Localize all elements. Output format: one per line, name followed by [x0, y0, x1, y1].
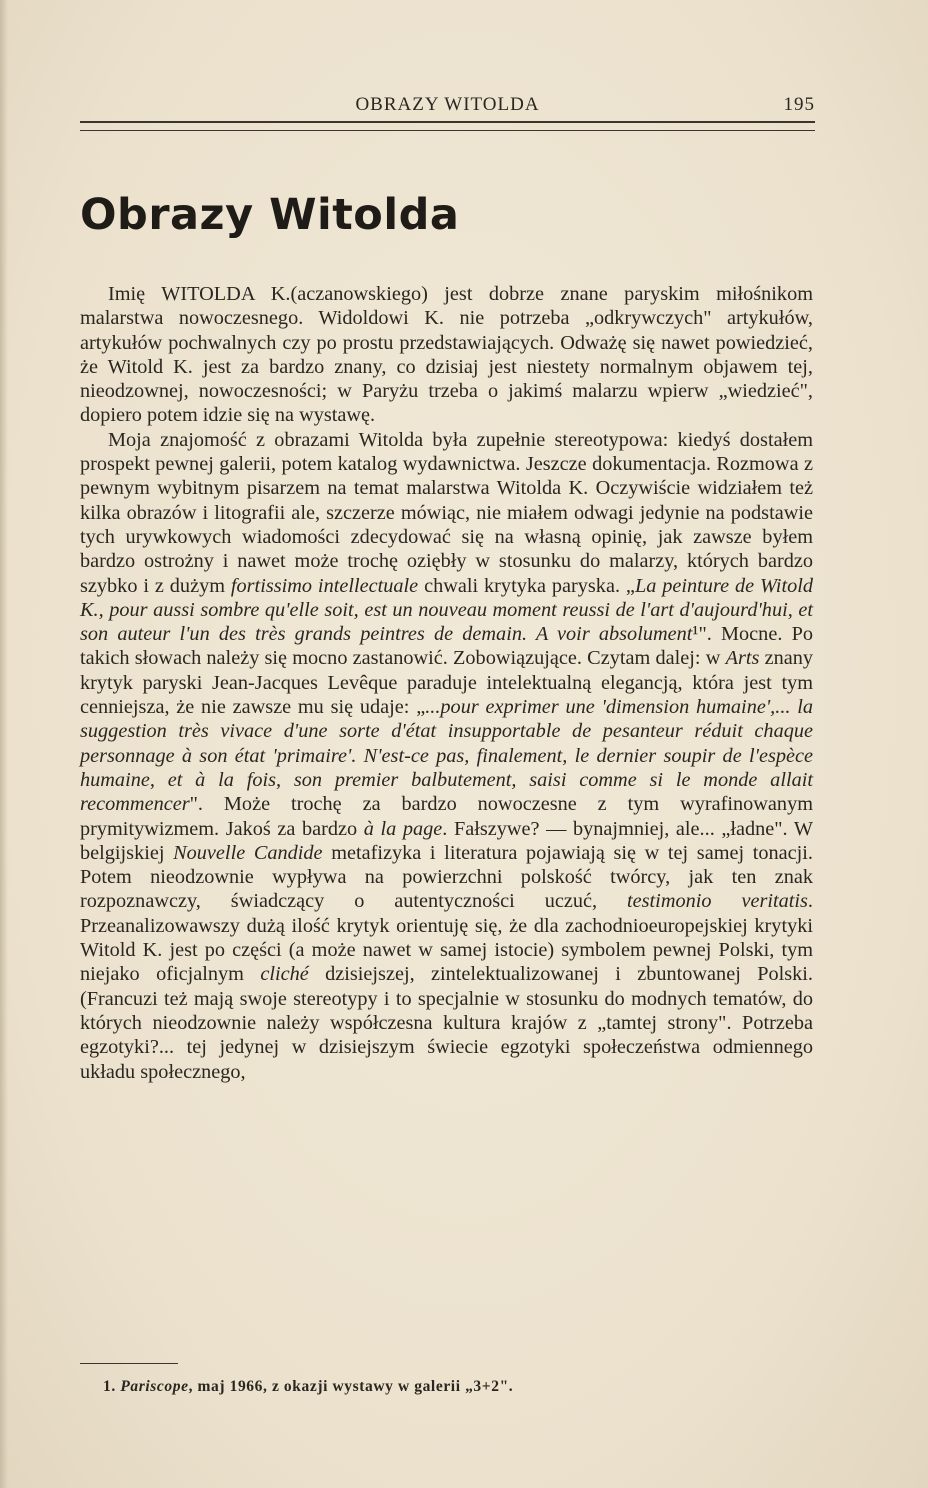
header-double-rule [80, 121, 815, 131]
footnote-text: , maj 1966, z okazji wystawy w galerii „3+2". [188, 1378, 514, 1395]
footnote-rule [80, 1363, 178, 1364]
body-text [80, 282, 813, 1084]
page-number: 195 [783, 94, 815, 115]
running-title: OBRAZY WITOLDA [355, 94, 540, 115]
footnote [103, 1378, 513, 1396]
chapter-title: Obrazy Witolda [80, 190, 460, 240]
footnote-number: 1. [103, 1378, 116, 1395]
running-header [80, 94, 815, 118]
paragraph-1: Imię WITOLDA K.(aczanowskiego) jest dobrze znane paryskim miłośnikom malarstwa nowoczesnego. Widoldowi K. nie potrzeba „odkrywczych" artykułów, artykułów pochwalnych czy po prostu przedstawiających. Odważę się nawet powiedzieć, że Witold K. jest za bardzo znany, co dzisiaj jest niestety normalnym objawem tej, nieodzownej, nowoczesności; w Paryżu trzeba o jakimś malarzu wpierw „wiedzieć", dopiero potem idzie się na wystawę. [80, 283, 813, 427]
page-gutter-shadow [0, 0, 8, 1488]
paragraph-2: Moja znajomość z obrazami Witolda była zupełnie stereotypowa: kiedyś dostałem prospekt pewnej galerii, potem katalog wydawnictwa. Jeszcze dokumentacja. Rozmowa z pewnym wybitnym pisarzem na temat malarstwa Witolda K. Oczywiście widziałem też kilka obrazów i litografii ale, szczerze mówiąc, nie miałem odwagi jedynie na podstawie tych urywkowych wiadomości zdecydować się na własną opinię, jak zawsze byłem bardzo ostrożny i nawet może trochę oziębły w stosunku do malarzy, których bardzo szybko i z dużym fortissimo intellectuale chwali krytyka paryska. „La peinture de Witold K., pour aussi sombre qu'elle soit, est un nouveau moment reussi de l'art d'aujourd'hui, et son auteur l'un des très grands peintres de demain. A voir absolument¹". Mocne. Po takich słowach należy się mocno zastanowić. Zobowiązujące. Czytam dalej: w Arts znany krytyk paryski Jean-Jacques Levêque paraduje intelektualną elegancją, która jest tym cenniejsza, że nie zawsze mu się udaje: „...pour exprimer une 'dimension humaine',... la suggestion très vivace d'une sorte d'état insupportable de pesanteur réduit chaque personnage à son état 'primaire'. N'est-ce pas, finalement, le dernier soupir de l'espèce humaine, et à la fois, son premier balbutement, saisi comme si le monde allait recommencer". Może trochę za bardzo nowoczesne z tym wyrafinowanym prymitywizmem. Jakoś za bardzo à la page. Fałszywe? — bynajmniej, ale... „ładne". W belgijskiej Nouvelle Candide metafizyka i literatura pojawiają się w tej samej tonacji. Potem nieodzownie wypływa na powierzchni polskość twórcy, jak ten znak rozpoznawczy, świadczący o autentyczności uczuć, testimonio veritatis. Przeanalizowawszy dużą ilość krytyk orientuję się, że dla zachodnioeuropejskiej krytyki Witold K. jest po części (a może nawet w samej istocie) symbolem pewnej Polski, tym niejako oficjalnym cliché dzisiejszej, zintelektualizowanej i zbuntowanej Polski. (Francuzi też mają swoje stereotypy i to specjalnie w stosunku do modnych tematów, do których nieodzownie należy współczesna kultura krajów z „tamtej strony". Potrzeba egzotyki?... tej jedynej w dzisiejszym świecie egzotyki społeczeństwa odmiennego układu społecznego, [80, 428, 814, 1083]
footnote-source: Pariscope [120, 1378, 189, 1395]
